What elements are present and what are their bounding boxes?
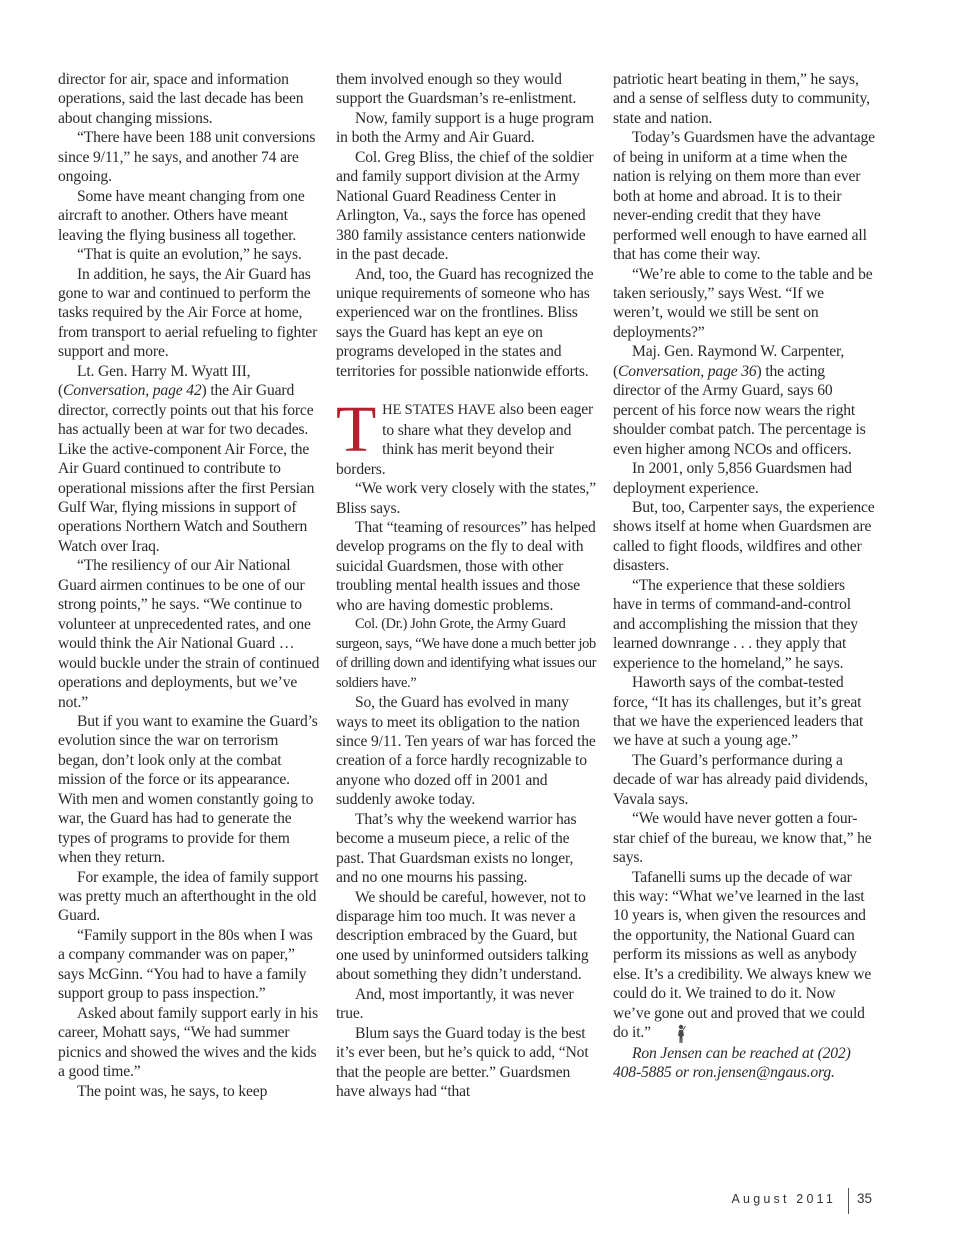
paragraph: In 2001, only 5,856 Guardsmen had deployment experience. xyxy=(613,460,852,497)
paragraph: The Guard’s performance during a decade of war has already paid dividends, Vavala says. xyxy=(613,751,868,808)
paragraph: Asked about family support early in his career, Mohatt says, “We had summer picnics and showed the wives and the kids a good time.” xyxy=(58,1004,319,1081)
paragraph: Some have meant changing from one aircraft to another. Others have meant leaving the flying business all together. xyxy=(58,187,305,244)
paragraph: “We’re able to come to the table and be taken seriously,” says West. “If we weren’t, would we still be sent on deployments?” xyxy=(613,265,873,341)
paragraph: director for air, space and information operations, said the last decade has been about changing missions. xyxy=(58,71,304,127)
paragraph: But if you want to examine the Guard’s evolution since the war on terrorism began, don’t look only at the combat mission of the force or its appearance. With men and women constantly going to war, the Guard has had to generate the types of programs to provide for them when they return. xyxy=(58,712,318,867)
page-number: 35 xyxy=(856,1191,872,1206)
text-run: Tafanelli sums up the decade of war this way: “What we’ve learned in the last 10 years is, when given the resources and the opportunity, the National Guard can perform its missions as well as anybody else. It’s a credibility. We always knew we could do it. We trained to do it. Now we’ve gone out and proved that we could do it.” xyxy=(613,868,872,1042)
paragraph: “There have been 188 unit conversions since 9/11,” he says, and another 74 are ongoing. xyxy=(58,129,316,186)
paragraph: We should be careful, however, not to disparage him too much. It was never a description embraced by the Guard, but one used by uninformed outsiders talking about something they didn’t understand. xyxy=(336,888,589,984)
lead-in: HE STATES HAVE xyxy=(382,402,496,419)
paragraph: them involved enough so they would support the Guardsman’s re-enlistment. xyxy=(336,71,577,108)
paragraph: “The resiliency of our Air National Guard airmen continues to be one of our strong points,” he says. “We continue to volunteer at unprecedented rates, and one would think the Air National Guard … would buckle under the strain of continued operations and deployments, but we’ve not.” xyxy=(58,557,320,711)
paragraph: “That is quite an evolution,” he says. xyxy=(77,246,302,264)
text-run: ) the Air Guard director, correctly points out that his force has actually been at war for two decades. Like the active-component Air Force, the Air Guard continued to contribute to operational missions after the first Persian Gulf War, flying missions in support of operations Northern Watch and Southern Watch over Iraq. xyxy=(58,382,315,555)
cross-reference: Conversation, page 36 xyxy=(618,362,757,380)
footer-divider xyxy=(848,1188,849,1214)
paragraph: Col. Greg Bliss, the chief of the soldier and family support division at the Army National Guard Readiness Center in Arlington, Va., says the force has opened 380 family assistance centers nationwide in the past decade. xyxy=(336,148,594,264)
text-run: Maj. Gen. Raymond W. Carpenter, ( xyxy=(613,343,845,380)
paragraph: patriotic heart beating in them,” he says, and a sense of selfless duty to community, state and nation. xyxy=(613,71,870,127)
paragraph: So, the Guard has evolved in many ways to meet its obligation to the nation since 9/11. Ten years of war has forced the creation of a force hardly recognizable to anyone who dozed off in 2001 and suddenly awoke today. xyxy=(336,694,596,809)
paragraph: But, too, Carpenter says, the experience shows itself at home when Guardsmen are called to fight floods, wildfires and other disasters. xyxy=(613,498,875,575)
paragraph xyxy=(613,342,875,459)
minuteman-icon xyxy=(657,1024,667,1044)
text-run: ) the acting director of the Army Guard, says 60 percent of his force now wears the right shoulder combat patch. The percentage is even higher among NCOs and officers. xyxy=(613,362,866,458)
paragraph: And, most importantly, it was never true. xyxy=(336,985,574,1023)
paragraph: “Family support in the 80s when I was a company commander was on paper,” says McGinn. “You had to have a family support group to pass inspection.” xyxy=(58,926,313,1003)
paragraph: Haworth says of the combat-tested force, “It has its challenges, but it’s great that we have the experienced leaders that we have at such a young age.” xyxy=(613,674,864,750)
paragraph: “The experience that these soldiers have in terms of command-and-control and accomplishing the mission that they learned downrange . . . they apply that experience to the homeland,” he says. xyxy=(613,576,858,672)
column-3 xyxy=(613,70,875,1083)
paragraph: That “teaming of resources” has helped develop programs on the fly to deal with suicidal Guardsmen, those with other troubling mental health issues and those who are having domestic problems. xyxy=(336,518,596,614)
column-2 xyxy=(336,70,598,1102)
paragraph: In addition, he says, the Air Guard has gone to war and continued to perform the tasks required by the Air Force at home, from transport to aerial refueling to fighter support and more. xyxy=(58,265,318,361)
paragraph xyxy=(613,868,875,1044)
issue-date: August 2011 xyxy=(731,1192,836,1206)
paragraph: Now, family support is a huge program in both the Army and Air Guard. xyxy=(336,109,594,147)
paragraph: Blum says the Guard today is the best it’s ever been, but he’s quick to add, “Not that the people are better.” Guardsmen have always had “that xyxy=(336,1024,589,1101)
paragraph: Col. (Dr.) John Grote, the Army Guard surgeon, says, “We have done a much better job of drilling down and identifying what issues our soldiers have.” xyxy=(336,616,597,691)
section-opening-paragraph xyxy=(336,393,598,479)
paragraph: “We would have never gotten a four-star chief of the bureau, we know that,” he says. xyxy=(613,810,872,867)
page-footer xyxy=(690,1188,900,1216)
paragraph: The point was, he says, to keep xyxy=(77,1082,268,1100)
paragraph: For example, the idea of family support was pretty much an afterthought in the old Guard. xyxy=(58,868,319,925)
paragraph: That’s why the weekend warrior has become a museum piece, a relic of the past. That Guardsman exists no longer, and no one mourns his passing. xyxy=(336,810,577,887)
cross-reference: Conversation, page 42 xyxy=(63,382,202,400)
paragraph: And, too, the Guard has recognized the unique requirements of someone who has experienced war on the frontlines. Bliss says the Guard has kept an eye on programs developed in the states and territories for possible nationwide efforts. xyxy=(336,265,594,380)
paragraph: “We work very closely with the states,” Bliss says. xyxy=(336,480,597,517)
text-run: also been eager to share what they develop and think has merit beyond their borders. xyxy=(336,401,594,478)
drop-cap: T xyxy=(336,393,377,467)
column-1 xyxy=(58,70,320,1101)
author-contact-byline: Ron Jensen can be reached at (202) 408-5885 or ron.jensen@ngaus.org. xyxy=(613,1044,851,1082)
paragraph xyxy=(58,362,320,557)
paragraph: Today’s Guardsmen have the advantage of being in uniform at a time when the nation is relying on them more than ever both at home and abroad. It is to their never-ending credit that they have performed well enough to have earned all that has come their way. xyxy=(613,129,875,264)
text-run: Lt. Gen. Harry M. Wyatt III, ( xyxy=(58,362,251,400)
